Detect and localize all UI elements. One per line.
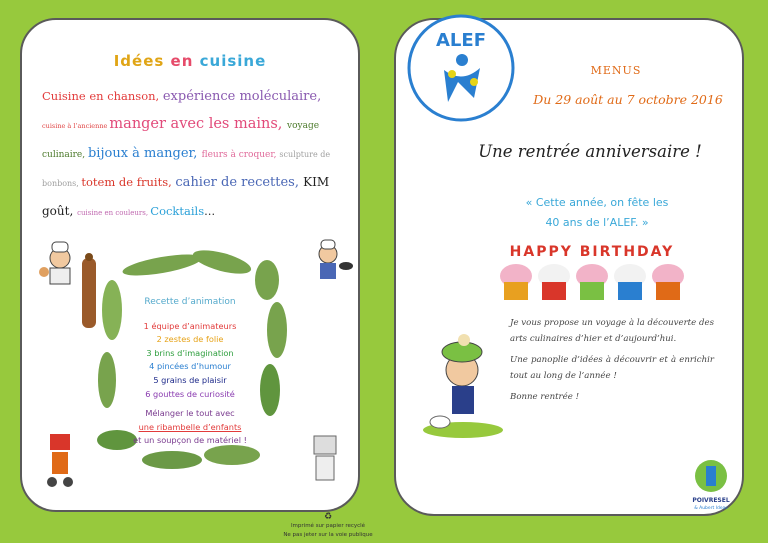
kid-with-chick-icon <box>418 330 508 440</box>
intro-phrase: cahier de recettes, <box>175 175 304 190</box>
body-paragraph-3: Bonne rentrée ! <box>510 392 580 402</box>
intro-phrase: totem de fruits, <box>81 175 176 189</box>
cake-letters: HAPPY BIRTHDAY <box>509 244 675 260</box>
recipe-item-1: 1 équipe d’animateurs <box>143 320 237 331</box>
alef-logo <box>404 12 518 124</box>
intro-line-3 <box>42 139 332 168</box>
intro-phrase: fleurs à croquer, <box>201 150 280 160</box>
recipe-final-2: une ribambelle d’enfants <box>138 421 242 432</box>
poivresel-logo <box>686 456 736 512</box>
recipe-final-1: Mélanger le tout avec <box>145 408 235 419</box>
body-text <box>510 316 714 412</box>
intro-phrase: voyage <box>287 121 320 131</box>
intro-phrase: sculpture de <box>279 150 331 159</box>
quote-line-2: 40 ans de l’ALEF. » <box>545 216 649 229</box>
recipe-block <box>110 296 270 448</box>
headline: Une rentrée anniversaire ! <box>478 142 702 161</box>
intro-phrase: cuisine en couleurs, <box>77 209 151 217</box>
intro-phrase: KIM <box>303 175 330 189</box>
recipe-item-4: 4 pincées d’humour <box>149 361 231 372</box>
intro-phrase: manger avec les mains, <box>109 116 288 132</box>
anniversary-quote <box>486 193 708 233</box>
intro-phrase: cuisine à l’ancienne <box>42 122 110 130</box>
recipe-item-2: 2 zestes de folie <box>156 334 224 345</box>
left-title <box>22 52 358 70</box>
intro-phrase: Cuisine en chanson, <box>42 89 163 103</box>
recycle-line-2: Ne pas jeter sur la voie publique <box>283 532 373 538</box>
title-word-2: en <box>170 52 194 70</box>
intro-line-5 <box>42 197 332 226</box>
recipe-title: Recette d’animation <box>144 297 236 307</box>
intro-phrase: … <box>204 205 216 218</box>
intro-phrase: bonbons, <box>42 179 82 188</box>
recipe-final-3: et un soupçon de matériel ! <box>133 435 247 446</box>
recycle-line-1: Imprimé sur papier recyclé <box>290 523 366 529</box>
intro-text <box>42 82 332 226</box>
logo-text: ALEF <box>436 30 486 51</box>
recipe-item-6: 6 gouttes de curiosité <box>145 388 235 399</box>
partner-name: POIVRESEL <box>692 497 730 504</box>
chef-with-pan-icon <box>310 236 354 284</box>
body-paragraph-1: Je vous propose un voyage à la découverte des arts culinaires d’hier et d’aujourd’hui. <box>510 318 714 344</box>
recipe-item-3: 3 brins d’imagination <box>146 347 234 358</box>
title-word-1: Idées <box>113 52 165 70</box>
robot-cook-icon <box>38 426 82 488</box>
recipe-item-5: 5 grains de plaisir <box>153 374 227 385</box>
intro-line-1 <box>42 82 332 110</box>
intro-phrase: culinaire, <box>42 150 88 160</box>
recycle-icon: ♻ <box>323 512 333 522</box>
body-paragraph-2: Une panoplie d’idées à découvrir et à enrichir tout au long de l’année ! <box>510 355 714 381</box>
menus-label: MENUS <box>590 64 642 77</box>
quote-line-1: « Cette année, on fête les <box>525 196 669 209</box>
intro-phrase: bijoux à manger, <box>87 146 202 161</box>
partner-sub: & Aubert Ideas <box>694 506 728 511</box>
birthday-cupcakes-image <box>494 240 690 304</box>
title-word-3: cuisine <box>199 52 267 70</box>
chef-character-icon <box>36 240 84 288</box>
recycle-notice <box>278 513 378 540</box>
intro-phrase: goût, <box>42 204 78 218</box>
intro-line-2 <box>42 110 332 139</box>
intro-phrase: expérience moléculaire, <box>162 89 322 104</box>
pepper-mill-icon <box>78 252 100 332</box>
intro-line-4 <box>42 168 332 197</box>
intro-phrase: Cocktails <box>150 204 205 218</box>
blender-robot-icon <box>308 432 342 484</box>
menu-dates: Du 29 août au 7 octobre 2016 <box>533 92 723 107</box>
